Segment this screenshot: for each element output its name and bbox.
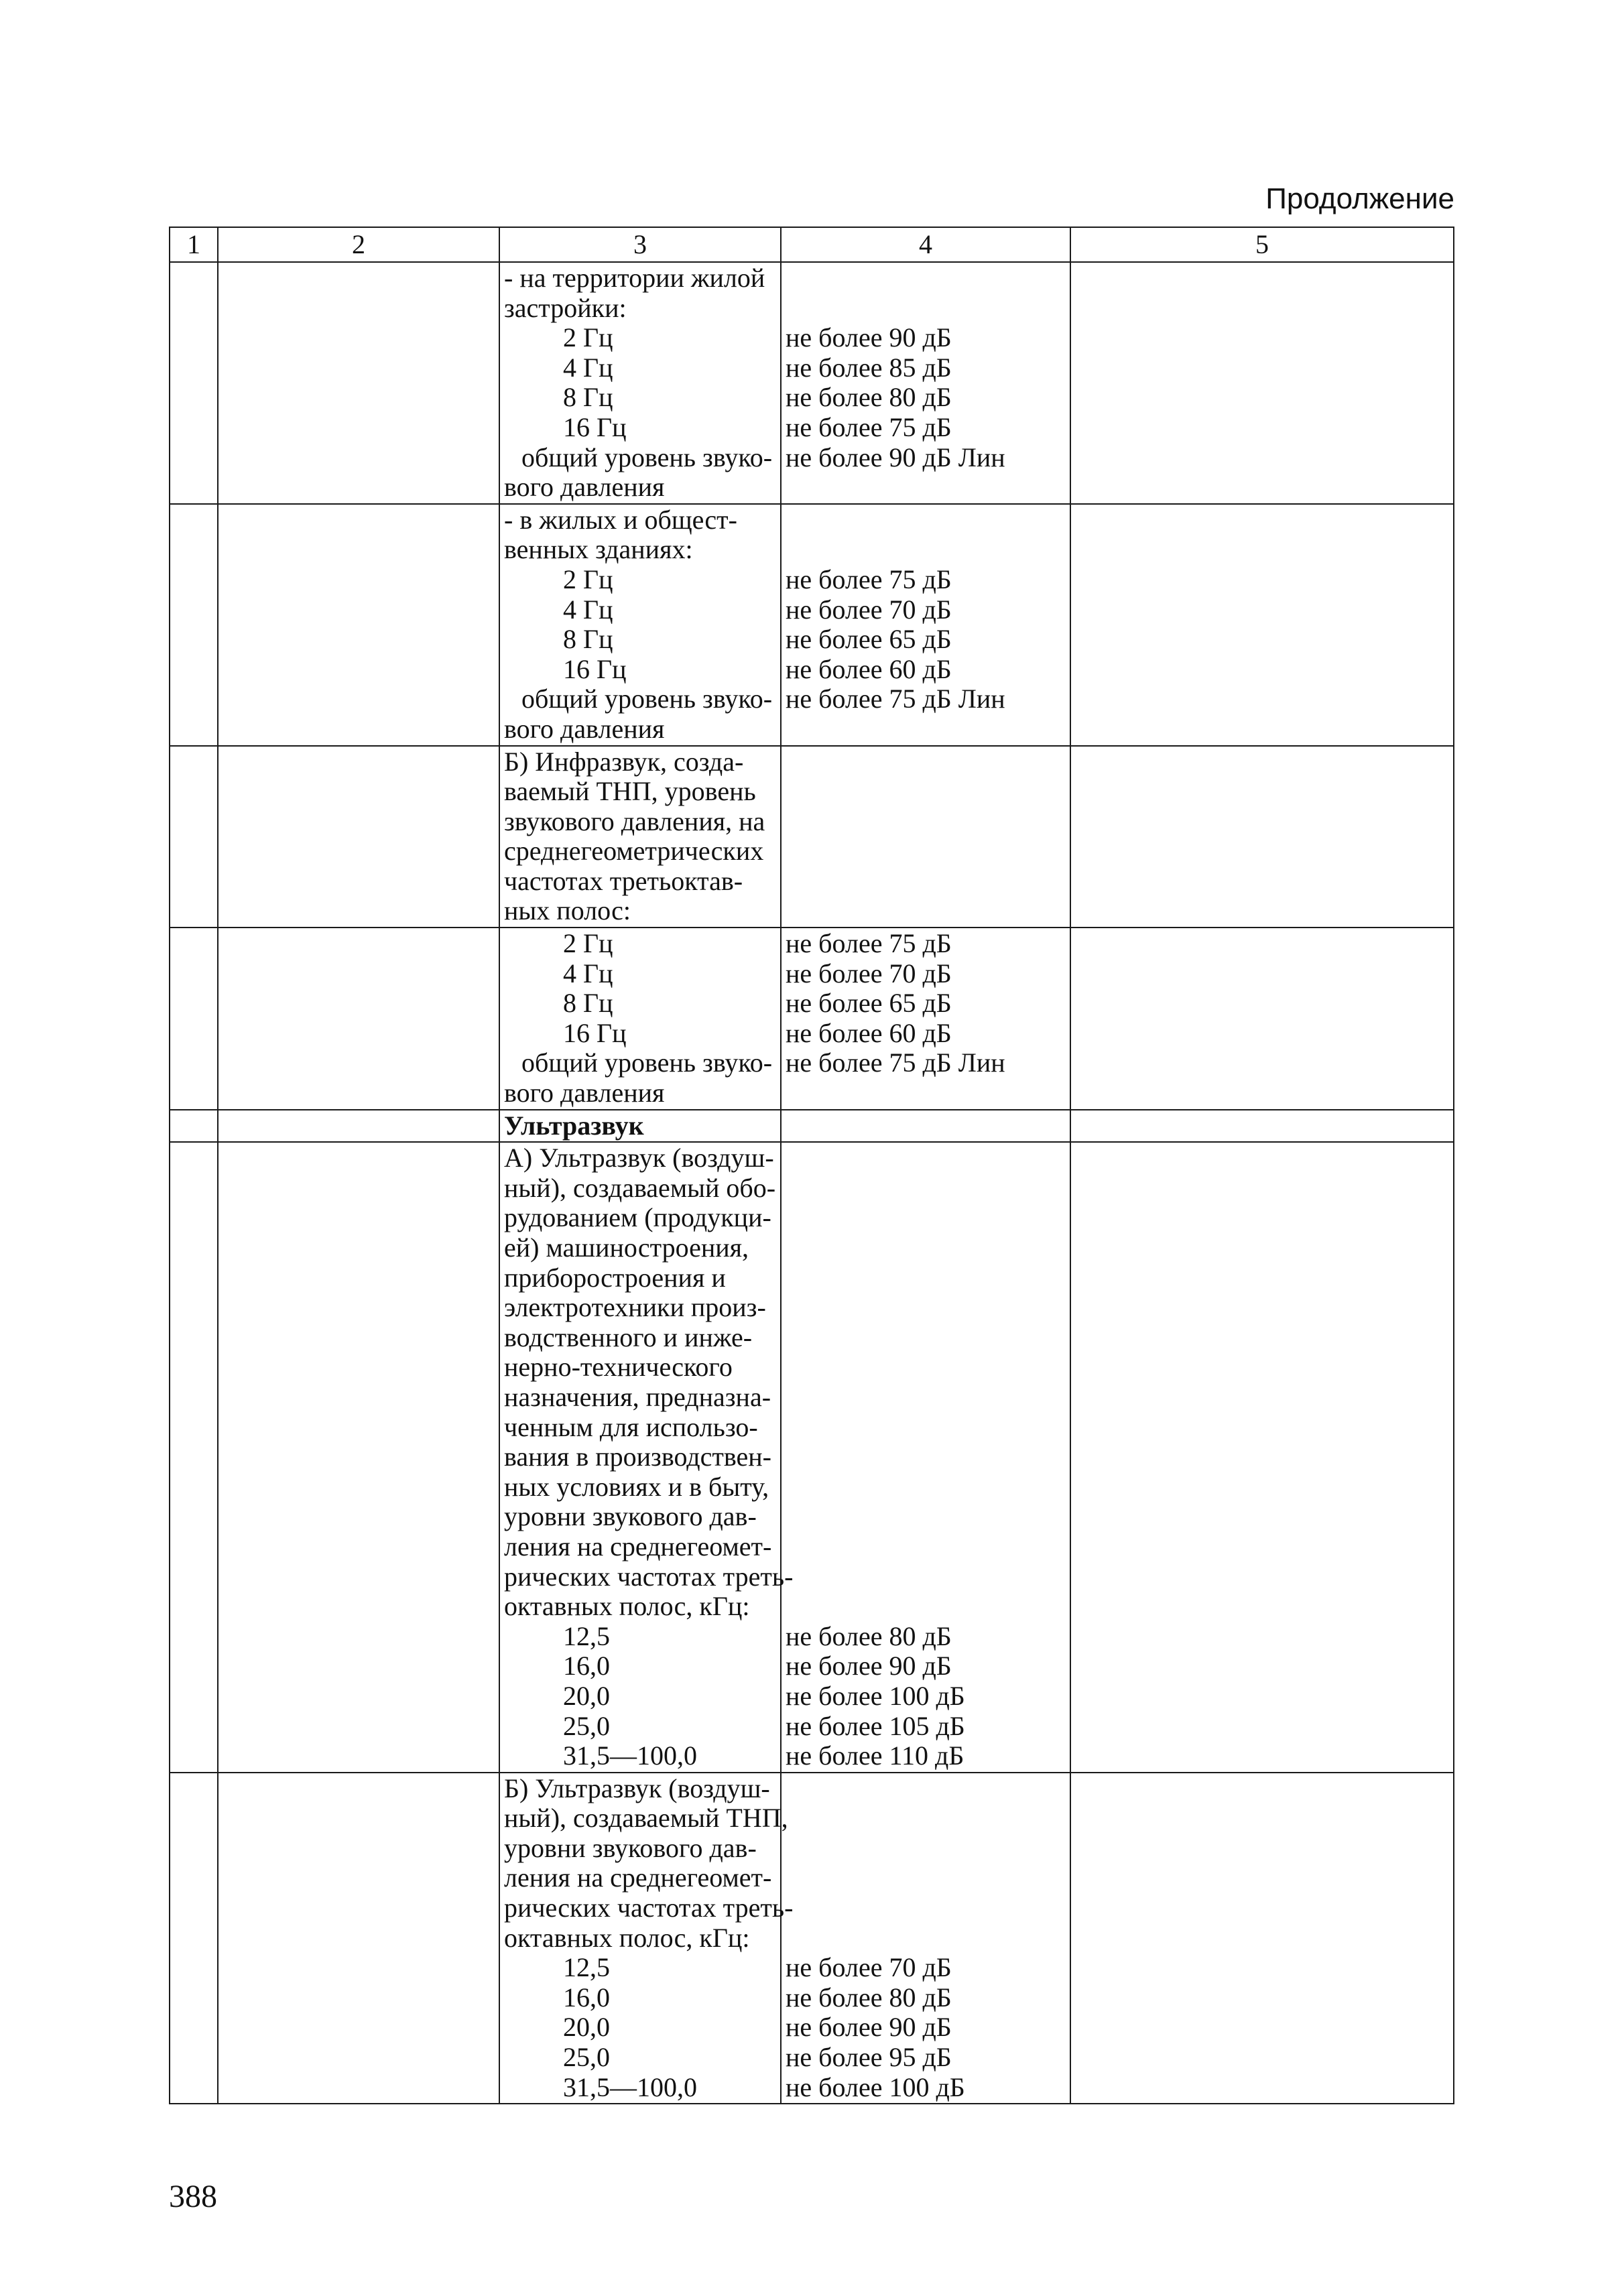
parameter-title-line: ваемый ТНП, уровень: [504, 776, 756, 807]
parameter-title-line: ченным для использо-: [504, 1411, 758, 1442]
frequency-label: 16,0: [563, 1982, 610, 2013]
limit-value: не более 60 дБ: [786, 653, 952, 684]
frequency-label: 16 Гц: [563, 653, 627, 684]
total-level-label: вого давления: [504, 472, 665, 503]
frequency-label: 4 Гц: [563, 352, 613, 383]
parameter-title-line: ный), создаваемый обо-: [504, 1172, 776, 1203]
limit-value: не более 100 дБ: [786, 1680, 965, 1711]
cell-limit: [781, 1110, 1070, 1143]
table-row: [170, 1773, 1454, 2104]
continuation-label: Продолжение: [1265, 182, 1454, 215]
parameter-title-line: среднегеометрических: [504, 836, 764, 867]
cell-parameter: [499, 262, 781, 504]
frequency-label: 2 Гц: [563, 564, 613, 594]
limit-value: не более 80 дБ: [786, 1620, 952, 1651]
parameter-title-line: уровни звукового дав-: [504, 1832, 757, 1863]
page-number: 388: [169, 2179, 217, 2214]
limit-value: не более 65 дБ: [786, 988, 952, 1019]
limit-value: не более 95 дБ: [786, 2042, 952, 2073]
limit-value: не более 80 дБ: [786, 382, 952, 413]
cell-product: [218, 262, 499, 504]
frequency-label: 2 Гц: [563, 928, 613, 959]
parameter-title-line: электротехники произ-: [504, 1292, 766, 1323]
parameter-title-line: назначения, предназна-: [504, 1381, 771, 1412]
frequency-label: 31,5—100,0: [563, 2071, 697, 2102]
parameter-title-line: рических частотах треть-: [504, 1893, 794, 1923]
limit-value: не более 70 дБ: [786, 958, 952, 988]
cell-product: [218, 504, 499, 746]
parameter-title-line: вания в производствен-: [504, 1442, 772, 1472]
section-heading: Ультразвук: [504, 1110, 644, 1141]
limit-value: не более 75 дБ: [786, 928, 952, 959]
parameter-title-line: звукового давления, на: [504, 806, 765, 836]
parameter-title-line: нерно-технического: [504, 1352, 733, 1383]
cell-notes: [1070, 1110, 1454, 1143]
cell-parameter: [499, 504, 781, 746]
limit-value: не более 75 дБ Лин: [786, 684, 1005, 714]
limit-value: не более 100 дБ: [786, 2071, 965, 2102]
limit-value: не более 70 дБ: [786, 1952, 952, 1983]
limit-value: не более 70 дБ: [786, 594, 952, 625]
parameter-title-line: А) Ультразвук (воздуш-: [504, 1143, 774, 1173]
limit-value: не более 105 дБ: [786, 1710, 965, 1741]
cell-product: [218, 746, 499, 928]
cell-limit: [781, 746, 1070, 928]
cell-parameter: [499, 746, 781, 928]
frequency-label: 2 Гц: [563, 322, 613, 353]
frequency-label: 8 Гц: [563, 624, 613, 655]
column-header-3: 3: [499, 227, 781, 262]
parameter-title-line: уровни звукового дав-: [504, 1501, 757, 1532]
cell-limit: [781, 504, 1070, 746]
parameter-title-line: частотах третьоктав-: [504, 865, 743, 896]
limit-value: не более 75 дБ: [786, 411, 952, 442]
parameter-title-line: застройки:: [504, 292, 627, 323]
cell-notes: [1070, 504, 1454, 746]
limit-value: не более 90 дБ: [786, 2012, 952, 2043]
limit-value: не более 110 дБ: [786, 1740, 964, 1771]
cell-parameter: [499, 1110, 781, 1143]
frequency-label: 16 Гц: [563, 411, 627, 442]
frequency-label: 25,0: [563, 1710, 610, 1741]
parameter-title-line: Б) Инфразвук, созда-: [504, 746, 744, 777]
cell-parameter: [499, 928, 781, 1110]
frequency-label: 20,0: [563, 2012, 610, 2043]
column-header-4: 4: [781, 227, 1070, 262]
cell-limit: [781, 262, 1070, 504]
table-row: [170, 504, 1454, 746]
frequency-label: 20,0: [563, 1680, 610, 1711]
limit-value: не более 75 дБ: [786, 564, 952, 594]
limit-value: не более 90 дБ: [786, 322, 952, 353]
cell-product: [218, 928, 499, 1110]
cell-parameter: [499, 1142, 794, 1772]
parameter-title-line: ей) машиностроения,: [504, 1232, 749, 1263]
parameter-title-line: Б) Ультразвук (воздуш-: [504, 1773, 770, 1803]
limit-value: не более 75 дБ Лин: [786, 1047, 1005, 1078]
table-header-row: [170, 227, 1454, 262]
limit-value: не более 65 дБ: [786, 624, 952, 655]
parameter-title-line: октавных полос, кГц:: [504, 1922, 750, 1953]
frequency-label: 4 Гц: [563, 958, 613, 988]
total-level-label: общий уровень звуко-: [521, 442, 773, 472]
table-row: [170, 262, 1454, 504]
parameter-title-line: - в жилых и общест-: [504, 504, 737, 535]
parameter-title-line: венных зданиях:: [504, 534, 693, 565]
frequency-label: 16 Гц: [563, 1017, 627, 1048]
total-level-label: общий уровень звуко-: [521, 1047, 773, 1078]
cell-notes: [1070, 1773, 1454, 2104]
frequency-label: 16,0: [563, 1651, 610, 1681]
frequency-label: 12,5: [563, 1620, 610, 1651]
cell-notes: [1070, 928, 1454, 1110]
parameter-title-line: приборостроения и: [504, 1262, 726, 1293]
table-row: [170, 1110, 1454, 1143]
frequency-label: 8 Гц: [563, 988, 613, 1019]
parameter-title-line: - на территории жилой: [504, 263, 765, 293]
parameter-title-line: ления на среднегеомет-: [504, 1862, 772, 1893]
limit-value: не более 80 дБ: [786, 1982, 952, 2013]
frequency-label: 12,5: [563, 1952, 610, 1983]
cell-notes: [1070, 1142, 1454, 1772]
limit-value: не более 90 дБ: [786, 1651, 952, 1681]
cell-number: [170, 1773, 218, 2104]
parameter-title-line: октавных полос, кГц:: [504, 1591, 750, 1622]
frequency-label: 25,0: [563, 2042, 610, 2073]
column-header-1: 1: [170, 227, 218, 262]
cell-limit: [781, 928, 1070, 1110]
table-row: [170, 746, 1454, 928]
cell-product: [218, 1142, 499, 1772]
total-level-label: вого давления: [504, 713, 665, 744]
frequency-label: 31,5—100,0: [563, 1740, 697, 1771]
cell-limit: [781, 1142, 1070, 1772]
cell-number: [170, 746, 218, 928]
limit-value: не более 90 дБ Лин: [786, 442, 1005, 472]
table-row: [170, 928, 1454, 1110]
parameter-title-line: ных условиях и в быту,: [504, 1471, 769, 1502]
cell-limit: [781, 1773, 1070, 2104]
cell-product: [218, 1110, 499, 1143]
frequency-label: 4 Гц: [563, 594, 613, 625]
total-level-label: общий уровень звуко-: [521, 684, 773, 714]
column-header-5: 5: [1070, 227, 1454, 262]
cell-number: [170, 1142, 218, 1772]
parameter-title-line: ных полос:: [504, 895, 631, 926]
total-level-label: вого давления: [504, 1078, 665, 1108]
cell-number: [170, 262, 218, 504]
parameter-title-line: рудованием (продукци-: [504, 1202, 771, 1233]
cell-product: [218, 1773, 499, 2104]
limit-value: не более 85 дБ: [786, 352, 952, 383]
cell-notes: [1070, 262, 1454, 504]
limit-value: не более 60 дБ: [786, 1017, 952, 1048]
parameter-title-line: ный), создаваемый ТНП,: [504, 1803, 788, 1834]
cell-number: [170, 1110, 218, 1143]
column-header-2: 2: [218, 227, 499, 262]
parameter-title-line: водственного и инже-: [504, 1322, 753, 1352]
cell-number: [170, 504, 218, 746]
table-row: [170, 1142, 1454, 1772]
parameter-title-line: ления на среднегеомет-: [504, 1531, 772, 1561]
frequency-label: 8 Гц: [563, 382, 613, 413]
parameter-title-line: рических частотах треть-: [504, 1561, 794, 1592]
cell-number: [170, 928, 218, 1110]
requirements-table: [169, 227, 1454, 2104]
cell-parameter: [499, 1773, 794, 2104]
cell-notes: [1070, 746, 1454, 928]
